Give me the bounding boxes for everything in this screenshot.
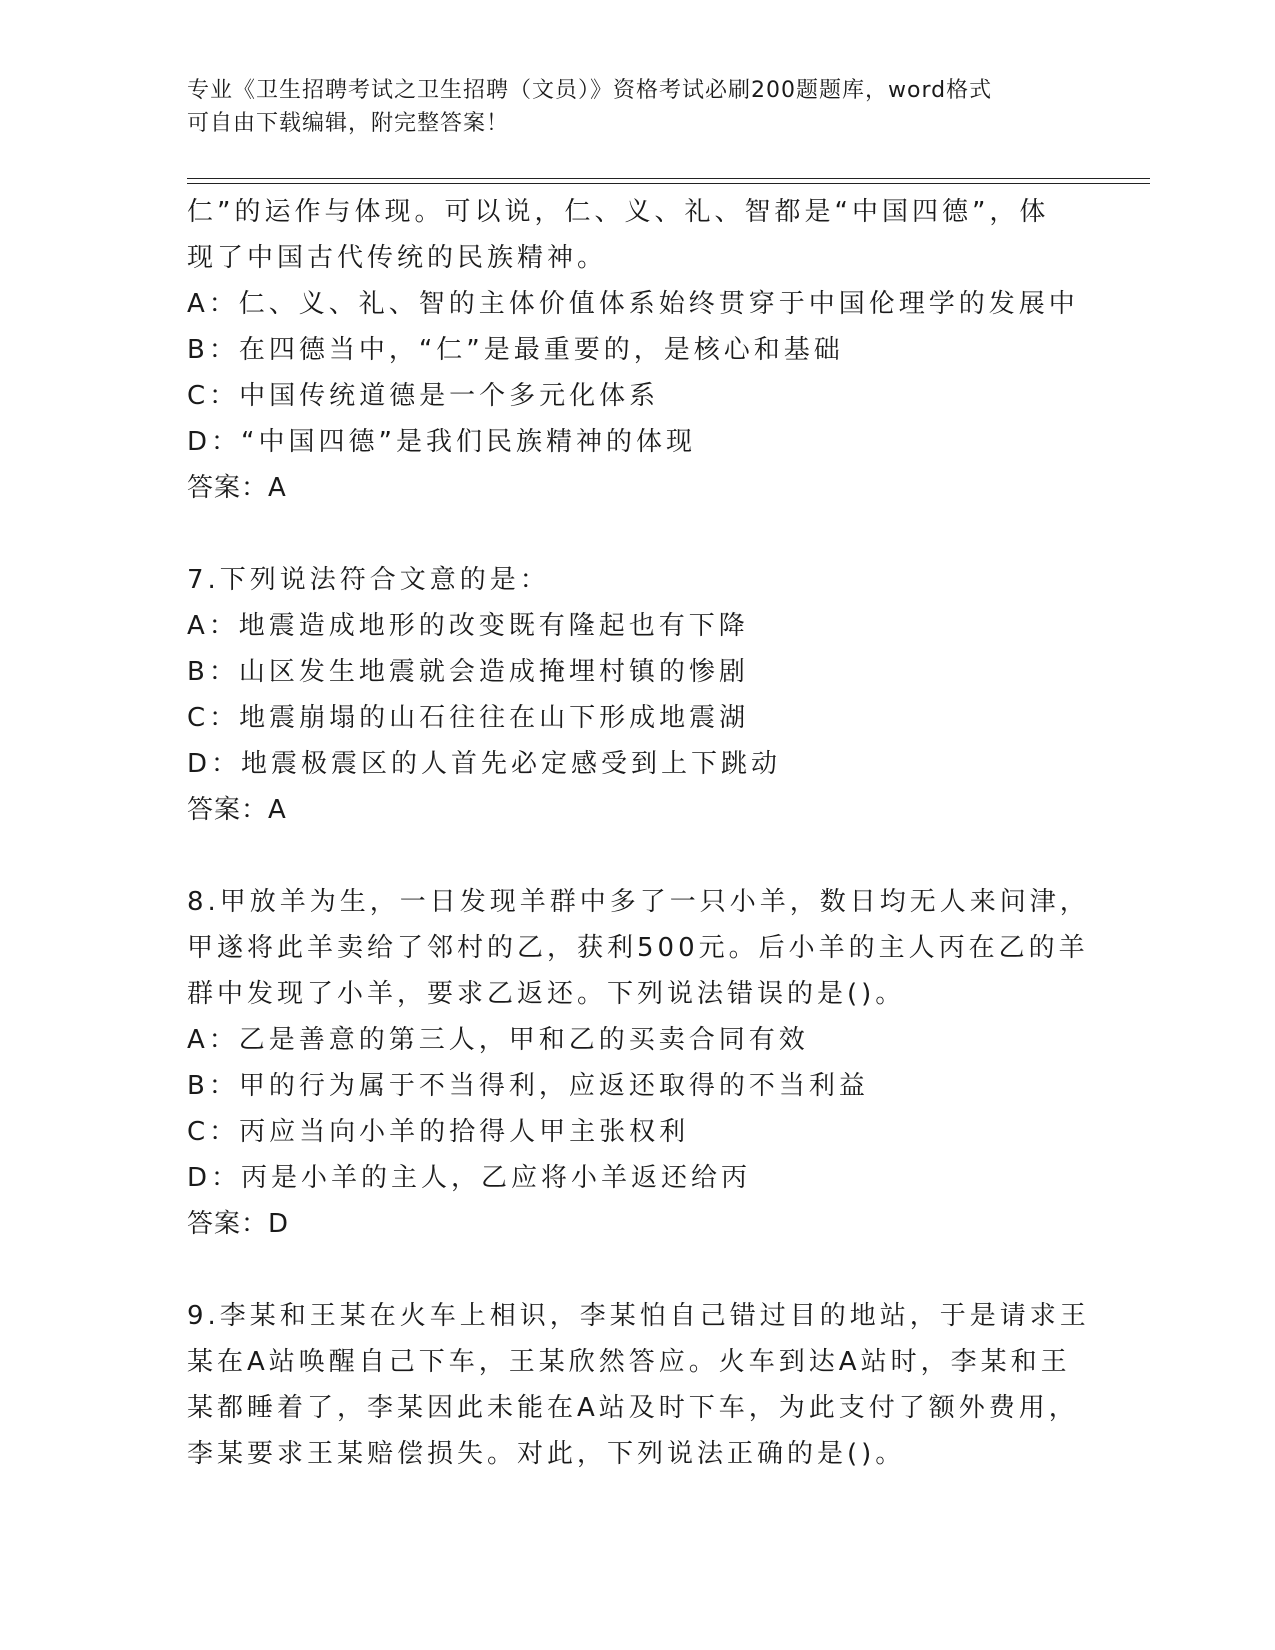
option-b: B：山区发生地震就会造成掩埋村镇的惨剧	[187, 657, 749, 687]
header-title-line-2: 可自由下载编辑，附完整答案！	[187, 111, 510, 136]
question-9	[187, 1293, 1090, 1477]
question-text-line: 群中发现了小羊，要求乙返还。下列说法错误的是()。	[187, 979, 906, 1009]
question-6-continuation	[187, 189, 1087, 511]
option-d: D：地震极震区的人首先必定感受到上下跳动	[187, 749, 782, 779]
question-text-line: 某在A站唤醒自己下车，王某欣然答应。火车到达A站时，李某和王	[187, 1347, 1071, 1377]
spacer	[187, 833, 1087, 879]
question-text-line: 李某要求王某赔偿损失。对此，下列说法正确的是()。	[187, 1439, 906, 1469]
question-text-line: 甲遂将此羊卖给了邻村的乙，获利500元。后小羊的主人丙在乙的羊	[187, 933, 1089, 963]
header-title-line-1: 专业《卫生招聘考试之卫生招聘（文员）》资格考试必刷200题题库，word格式	[187, 78, 993, 103]
question-text-line: 8.甲放羊为生，一日发现羊群中多了一只小羊，数日均无人来问津，	[187, 887, 1090, 917]
option-b: B：甲的行为属于不当得利，应返还取得的不当利益	[187, 1071, 869, 1101]
question-8	[187, 879, 1090, 1247]
option-b: B：在四德当中，“仁”是最重要的，是核心和基础	[187, 335, 844, 365]
answer-text: 答案：D	[187, 1209, 290, 1239]
question-text-line: 仁”的运作与体现。可以说，仁、义、礼、智都是“中国四德”，体	[187, 197, 1050, 227]
question-7	[187, 557, 1087, 833]
spacer	[187, 1247, 1087, 1293]
option-c: C：丙应当向小羊的拾得人甲主张权利	[187, 1117, 690, 1147]
answer-text: 答案：A	[187, 473, 287, 503]
question-text-line: 某都睡着了，李某因此未能在A站及时下车，为此支付了额外费用，	[187, 1393, 1079, 1423]
option-d: D：丙是小羊的主人，乙应将小羊返还给丙	[187, 1163, 752, 1193]
header-divider-bottom	[187, 183, 1150, 184]
option-a: A：地震造成地形的改变既有隆起也有下降	[187, 611, 749, 641]
option-a: A：乙是善意的第三人，甲和乙的买卖合同有效	[187, 1025, 809, 1055]
document-header	[187, 74, 1087, 140]
answer-text: 答案：A	[187, 795, 287, 825]
question-text-line: 7.下列说法符合文意的是：	[187, 565, 550, 595]
option-a: A：仁、义、礼、智的主体价值体系始终贯穿于中国伦理学的发展中	[187, 289, 1079, 319]
document-body	[187, 189, 1090, 1477]
option-d: D：“中国四德”是我们民族精神的体现	[187, 427, 696, 457]
option-c: C：地震崩塌的山石往往在山下形成地震湖	[187, 703, 750, 733]
spacer	[187, 511, 1087, 557]
option-c: C：中国传统道德是一个多元化体系	[187, 381, 660, 411]
question-text-line: 9.李某和王某在火车上相识，李某怕自己错过目的地站，于是请求王	[187, 1301, 1090, 1331]
question-text-line: 现了中国古代传统的民族精神。	[187, 243, 608, 273]
header-divider-top	[187, 178, 1150, 179]
